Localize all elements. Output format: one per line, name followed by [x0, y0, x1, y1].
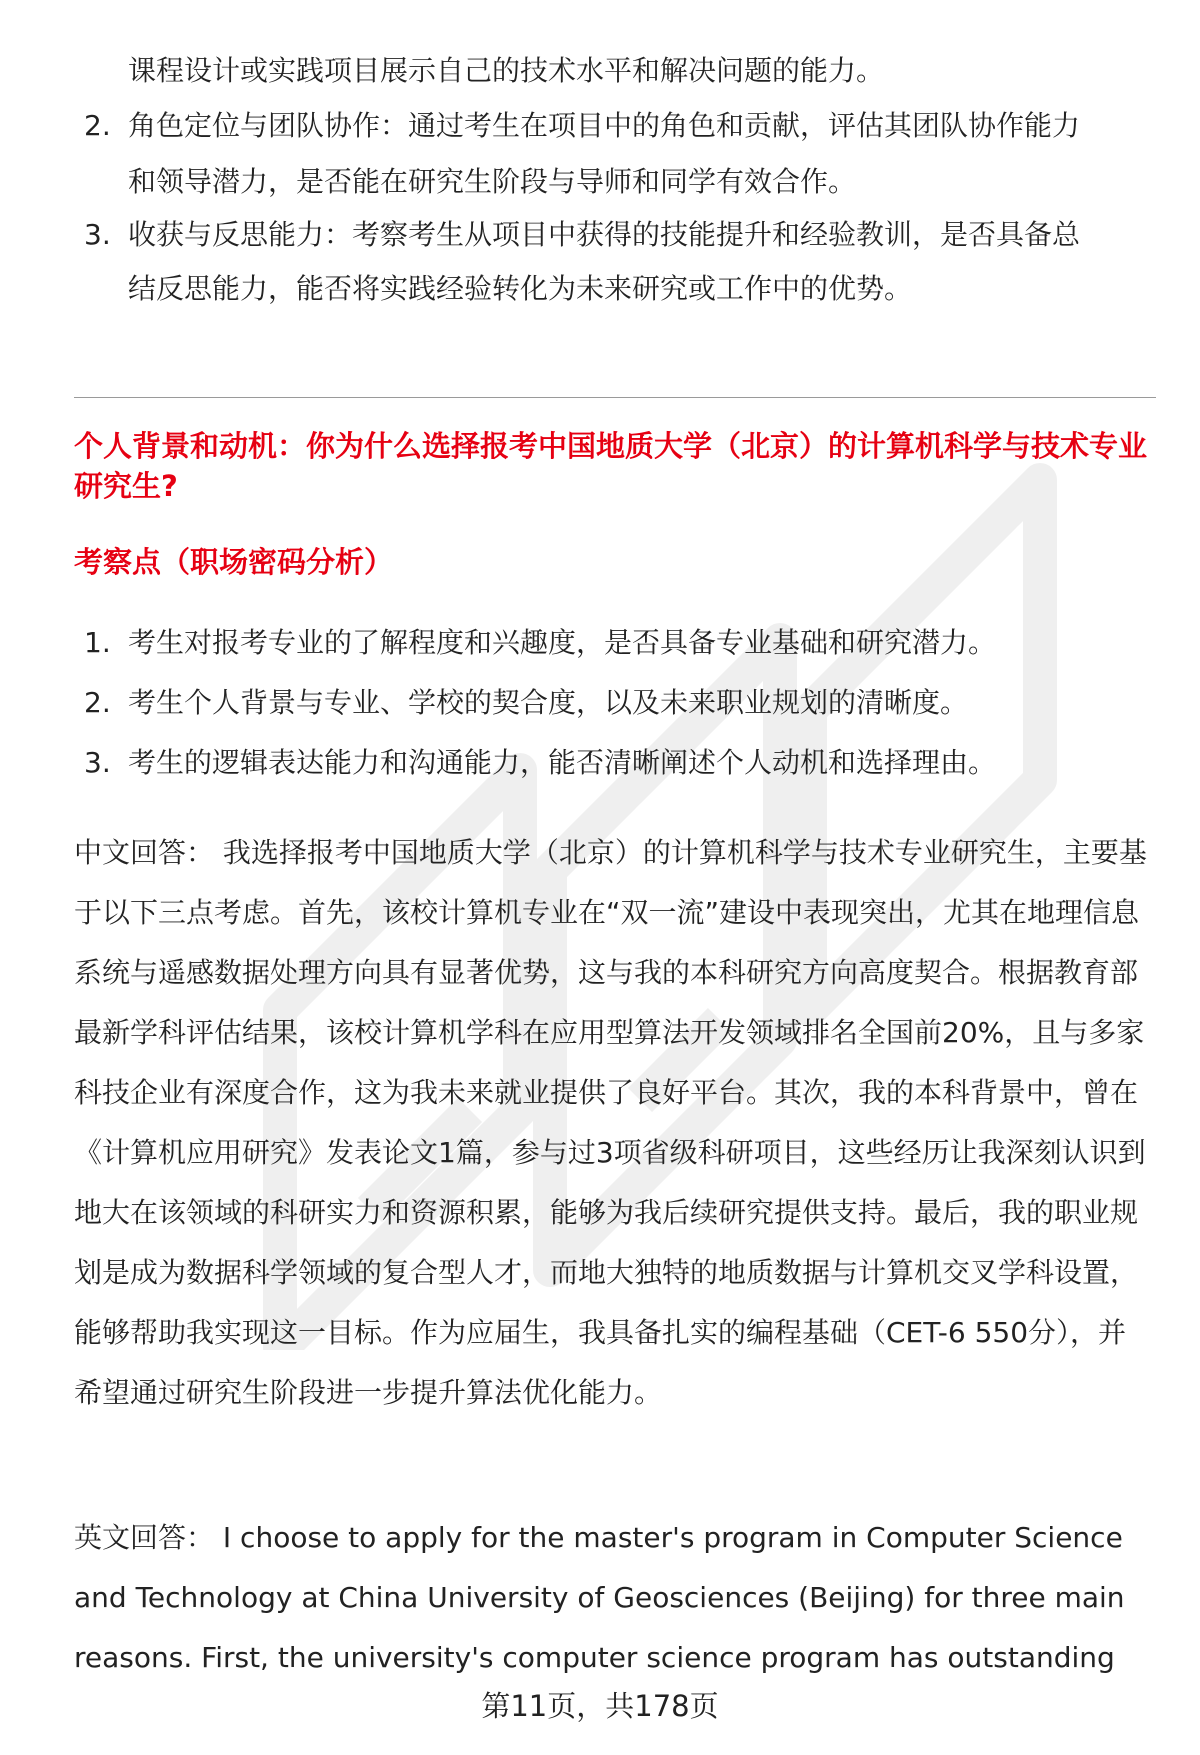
list-item	[74, 205, 1154, 265]
analysis-subheading: 考察点（职场密码分析）	[74, 545, 394, 579]
list-item-continuation: 结反思能力，能否将实践经验转化为未来研究或工作中的优势。	[128, 272, 913, 305]
list-number: 1.	[84, 626, 111, 659]
list-item	[74, 96, 1154, 156]
list-number: 3.	[84, 218, 111, 251]
section-divider	[74, 397, 1156, 398]
list-item-continuation: 和领导潜力，是否能在研究生阶段与导师和同学有效合作。	[128, 165, 857, 198]
list-item-text: 角色定位与团队协作：通过考生在项目中的角色和贡献，评估其团队协作能力	[128, 109, 1081, 142]
list-item	[74, 673, 1154, 733]
list-number: 2.	[84, 686, 111, 719]
criteria-list-1	[74, 96, 1154, 156]
list-item-text: 收获与反思能力：考察考生从项目中获得的技能提升和经验教训，是否具备总	[128, 218, 1081, 251]
question-heading: 个人背景和动机：你为什么选择报考中国地质大学（北京）的计算机科学与技术专业研究生?	[74, 429, 1148, 503]
criteria-list-1b	[74, 205, 1154, 265]
list-number: 3.	[84, 746, 111, 779]
list-item-text: 考生个人背景与专业、学校的契合度，以及未来职业规划的清晰度。	[128, 686, 969, 719]
continuation-text: 课程设计或实践项目展示自己的技术水平和解决问题的能力。	[128, 54, 885, 87]
list-item-text: 考生对报考专业的了解程度和兴趣度，是否具备专业基础和研究潜力。	[128, 626, 997, 659]
english-answer: 英文回答： I choose to apply for the master's program in Computer Science and Technology at China University of Geosciences (Beijing) for three main reasons. First, the university's computer science program has outstanding	[74, 1521, 1125, 1674]
list-item	[74, 613, 1154, 673]
list-number: 2.	[84, 109, 111, 142]
list-item	[74, 733, 1154, 793]
chinese-answer: 中文回答： 我选择报考中国地质大学（北京）的计算机科学与技术专业研究生，主要基于以下三点考虑。首先，该校计算机专业在“双一流”建设中表现突出，尤其在地理信息系统与遥感数据处理方向具有显著优势，这与我的本科研究方向高度契合。根据教育部最新学科评估结果，该校计算机学科在应用型算法开发领域排名全国前20%，且与多家科技企业有深度合作，这为我未来就业提供了良好平台。其次，我的本科背景中，曾在《计算机应用研究》发表论文1篇，参与过3项省级科研项目，这些经历让我深刻认识到地大在该领域的科研实力和资源积累，能够为我后续研究提供支持。最后，我的职业规划是成为数据科学领域的复合型人才，而地大独特的地质数据与计算机交叉学科设置，能够帮助我实现这一目标。作为应届生，我具备扎实的编程基础（CET-6 550分），并希望通过研究生阶段进一步提升算法优化能力。	[74, 836, 1147, 1409]
page-number: 第11页，共178页	[481, 1689, 719, 1723]
criteria-list-2	[74, 613, 1154, 793]
list-item-text: 考生的逻辑表达能力和沟通能力，能否清晰阐述个人动机和选择理由。	[128, 746, 997, 779]
